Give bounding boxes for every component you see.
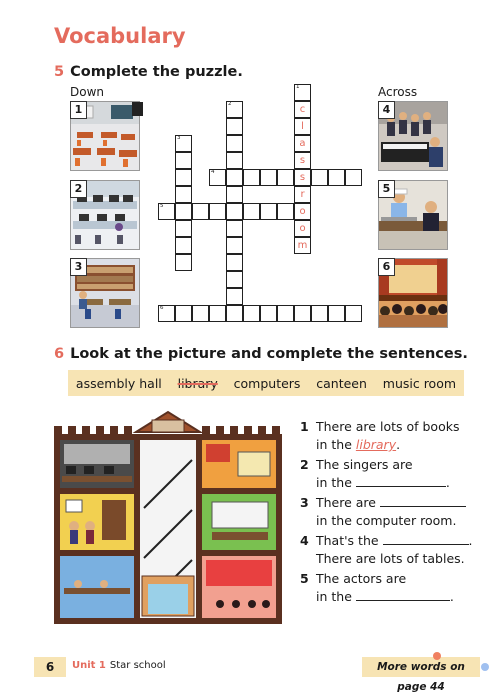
picture-number-3: 3 [70,258,87,276]
crossword-cell[interactable] [226,220,243,237]
crossword-cell[interactable] [294,84,311,101]
crossword-cell[interactable] [226,271,243,288]
crossword-cell[interactable] [328,169,345,186]
page-number: 6 [34,657,66,677]
crossword-cell[interactable] [328,305,345,322]
crossword-cell[interactable]: m [294,237,311,254]
crossword-cell[interactable] [226,254,243,271]
word-library-crossed: library [177,375,218,391]
exercise-6-instruction: Look at the picture and complete the sentences. [70,346,468,362]
word-computers: computers [233,375,301,391]
crossword-clue-number: 6 [160,305,164,311]
decorative-dot-blue [481,663,489,671]
sentence-4-line1-post: . [468,533,473,548]
exercise-5-number: 5 [54,64,65,80]
crossword-cell[interactable] [158,305,175,322]
exercise-6-heading [54,346,468,362]
sentence-1-line2-post: . [396,437,401,452]
crossword-cell[interactable] [226,203,243,220]
crossword-cell[interactable] [277,169,294,186]
sentence-3-number: 3 [300,495,309,510]
crossword-cell[interactable] [345,305,362,322]
crossword-cell[interactable] [260,305,277,322]
crossword-cell[interactable] [226,135,243,152]
answer-box-1[interactable] [132,102,143,116]
crossword-cell[interactable] [209,305,226,322]
crossword-cell[interactable]: s [294,152,311,169]
sentence-1-line1: There are lots of books [316,419,460,434]
crossword-cell[interactable] [226,186,243,203]
crossword-cell[interactable]: l [294,118,311,135]
sentence-2-line1: The singers are [316,457,413,472]
word-box [68,370,464,396]
page-title: Vocabulary [54,24,186,48]
crossword-cell[interactable]: s [294,169,311,186]
sentence-4-line2: There are lots of tables. [316,551,465,566]
picture-number-6: 6 [378,258,395,276]
crossword-cell[interactable] [243,203,260,220]
crossword-cell[interactable] [175,152,192,169]
crossword-cell[interactable] [311,169,328,186]
crossword-clue-number: 4 [211,169,215,175]
sentence-2-line2-pre: in the [316,475,352,490]
crossword-cell[interactable] [175,237,192,254]
crossword-cell[interactable] [226,101,243,118]
sentence-3-blank[interactable] [380,494,466,507]
crossword-clue-number: 2 [228,101,232,107]
crossword-cell[interactable] [226,152,243,169]
sentence-5-line1: The actors are [316,571,407,586]
crossword-cell[interactable] [192,203,209,220]
sentence-2 [300,456,450,492]
sentence-4-number: 4 [300,533,309,548]
crossword-cell[interactable] [175,203,192,220]
sentence-4 [300,532,473,568]
decorative-dot-orange [433,652,441,660]
crossword-cell[interactable] [209,203,226,220]
crossword-cell[interactable] [260,169,277,186]
sentence-3 [300,494,466,530]
crossword-cell[interactable] [175,186,192,203]
sentence-1 [300,418,459,454]
crossword-cell[interactable] [226,288,243,305]
sentence-5 [300,570,454,606]
crossword-cell[interactable] [226,169,243,186]
crossword-cell[interactable] [277,203,294,220]
sentence-2-line2-post: . [445,475,450,490]
sentence-5-blank[interactable] [356,588,450,601]
crossword-cell[interactable] [226,305,243,322]
crossword-cell[interactable]: r [294,186,311,203]
more-words-link[interactable]: More words on page 44 [362,657,480,677]
exercise-6-number: 6 [54,346,65,362]
crossword-cell[interactable] [175,135,192,152]
crossword-cell[interactable] [175,220,192,237]
crossword-cell[interactable] [209,169,226,186]
sentence-4-line1-pre: That's the [316,533,379,548]
sentence-5-line2-pre: in the [316,589,352,604]
crossword-cell[interactable] [175,305,192,322]
down-label: Down [70,85,105,99]
crossword-cell[interactable] [243,305,260,322]
sentence-4-blank[interactable] [383,532,469,545]
crossword-cell[interactable] [158,203,175,220]
word-canteen: canteen [316,375,367,391]
crossword-cell[interactable] [226,118,243,135]
unit-number: Unit 1 [72,660,106,671]
crossword-cell[interactable] [243,169,260,186]
crossword-cell[interactable] [294,305,311,322]
crossword-clue-number: 3 [177,135,181,141]
word-music-room: music room [382,375,457,391]
crossword-cell[interactable] [175,254,192,271]
crossword-clue-number: 5 [160,203,164,209]
crossword-cell[interactable] [260,203,277,220]
crossword-cell[interactable]: c [294,101,311,118]
sentence-1-number: 1 [300,419,309,434]
school-building-illustration [52,408,284,626]
crossword-cell[interactable]: a [294,135,311,152]
unit-name: Star school [109,660,166,671]
sentence-3-line1-pre: There are [316,495,376,510]
crossword-cell[interactable]: o [294,203,311,220]
exercise-5-instruction: Complete the puzzle. [70,64,243,80]
crossword-cell[interactable] [277,305,294,322]
crossword-cell[interactable] [226,237,243,254]
sentence-5-number: 5 [300,571,309,586]
footer-unit [72,660,166,671]
picture-number-4: 4 [378,101,395,119]
picture-number-2: 2 [70,180,87,198]
picture-number-5: 5 [378,180,395,198]
sentence-2-number: 2 [300,457,309,472]
exercise-5-heading [54,64,243,80]
across-label: Across [378,85,418,99]
crossword-clue-number: 1 [296,84,300,90]
sentence-3-line2: in the computer room. [316,513,457,528]
picture-number-1: 1 [70,101,87,119]
crossword-cell[interactable] [175,169,192,186]
crossword-cell[interactable]: o [294,220,311,237]
sentence-1-answer[interactable]: library [355,437,397,452]
word-assembly-hall: assembly hall [75,375,162,391]
crossword-cell[interactable] [311,305,328,322]
sentence-5-line2-post: . [449,589,454,604]
sentence-1-line2-pre: in the [316,437,352,452]
crossword-cell[interactable] [192,305,209,322]
sentence-2-blank[interactable] [356,474,446,487]
crossword-cell[interactable] [345,169,362,186]
